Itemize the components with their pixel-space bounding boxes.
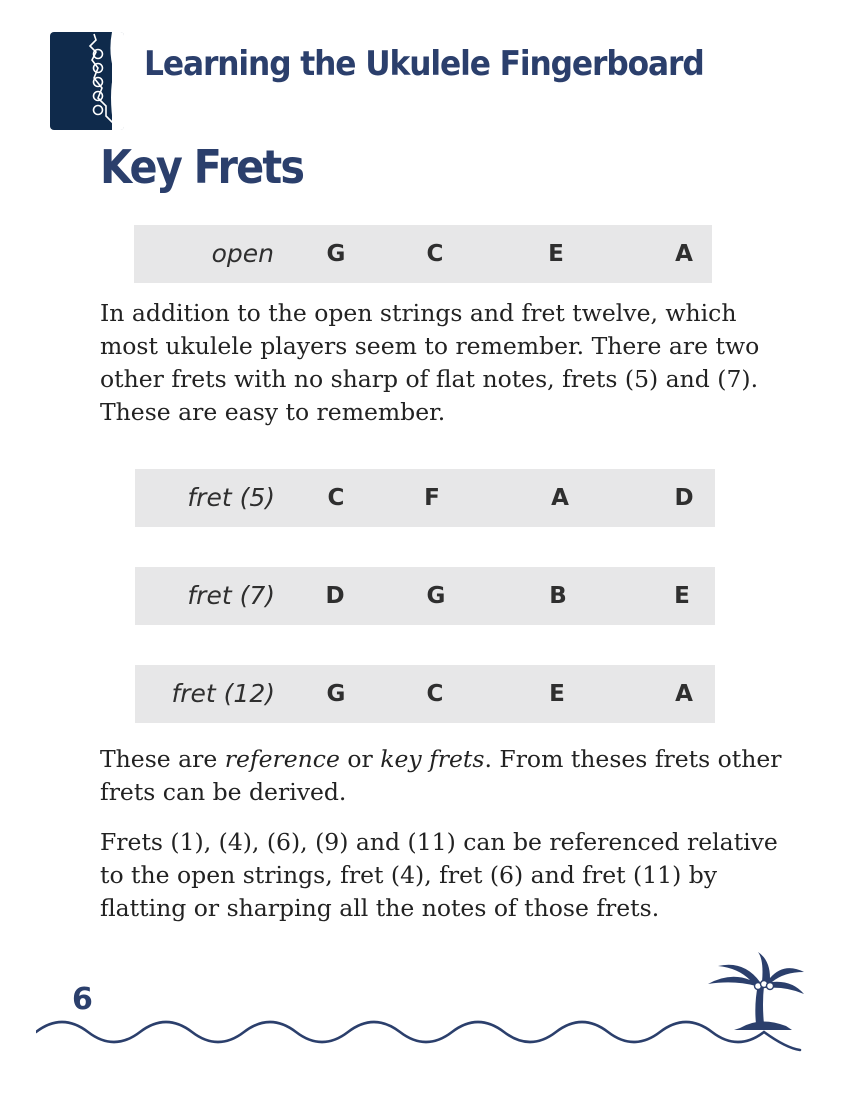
note-string-1: C [327,485,345,511]
fret-row-open [134,225,712,283]
intro-text: In addition to the open strings and fret twelve, which most ukulele players seem to remember. There are two other frets with no sharp of flat notes, frets (5) and (7). These are easy to remember. [100,299,760,426]
page-number: 6 [72,982,93,1017]
fret-row-label: fret (12) [171,679,275,708]
note-string-4: A [675,681,693,707]
intro-paragraph [100,297,800,429]
fret-row-label: fret (5) [187,483,275,512]
reference-text-part: . From theses frets other frets can be derived. [100,745,782,806]
header-title: Learning the Ukulele Fingerboard [144,44,704,84]
derive-paragraph [100,826,800,925]
note-string-4: D [674,485,694,511]
fret-row-7 [135,567,715,625]
note-string-1: D [325,583,345,609]
key-frets-term: key frets [380,745,485,773]
fret-row-label: open [211,239,274,268]
reference-paragraph [100,743,800,809]
reference-text [100,743,800,809]
reference-text-part: or [339,745,381,773]
note-string-2: C [426,241,444,267]
page-title: Key Frets [100,140,304,194]
wave-line-icon [36,1012,806,1062]
note-string-2: G [426,583,446,609]
fret-row-label: fret (7) [187,581,275,610]
note-string-4: E [674,583,690,609]
note-string-4: A [675,241,693,267]
palm-tree-island-icon [700,950,810,1030]
fret-row-12 [135,665,715,723]
reference-term: reference [224,745,340,773]
note-string-3: A [551,485,569,511]
note-string-2: C [426,681,444,707]
note-string-1: G [326,681,346,707]
reference-text-part: These are [100,745,225,773]
fret-row-5 [135,469,715,527]
note-string-3: E [548,241,564,267]
ukulele-fingerboard-logo-icon [50,32,124,130]
note-string-3: E [549,681,565,707]
note-string-2: F [424,485,440,511]
note-string-1: G [326,241,346,267]
derive-text: Frets (1), (4), (6), (9) and (11) can be referenced relative to the open strings, fret (4), fret (6) and fret (11) by flatting or sharping all the notes of those frets. [100,828,778,922]
note-string-3: B [549,583,567,609]
